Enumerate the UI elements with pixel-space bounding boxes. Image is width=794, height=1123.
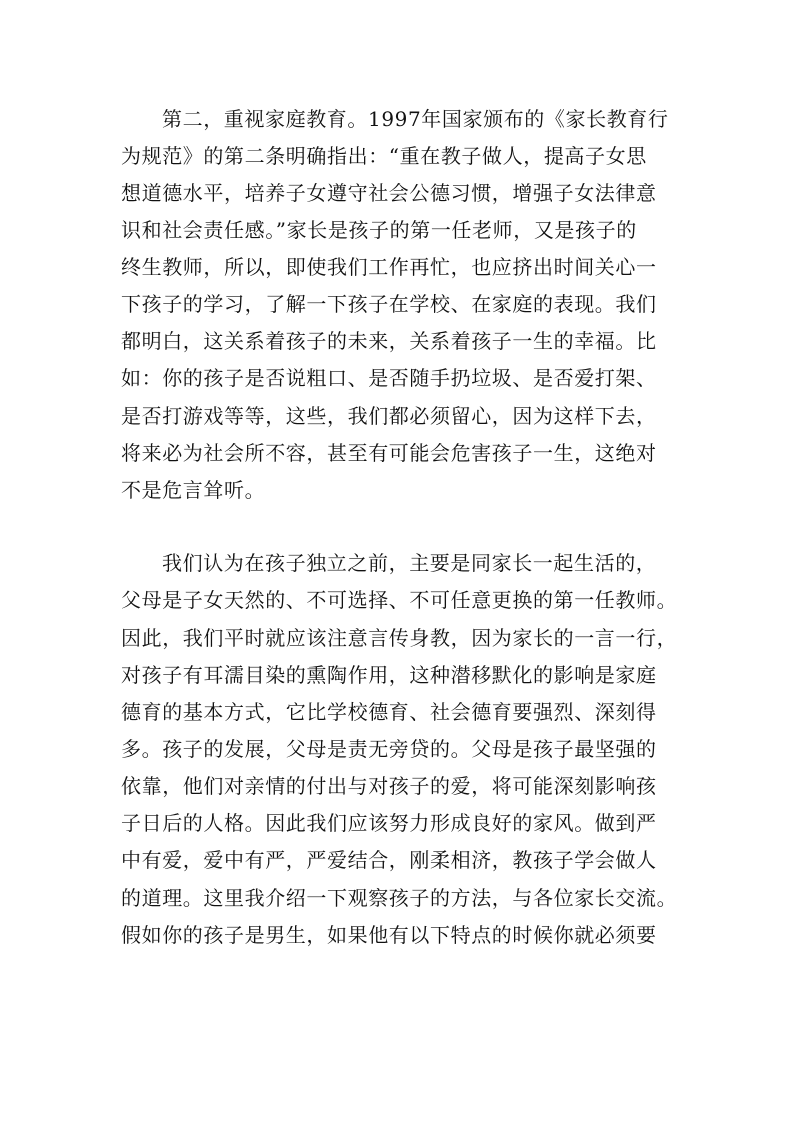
text-line: 假如你的孩子是男生，如果他有以下特点的时候你就必须要 bbox=[121, 923, 657, 947]
text-line: 多。孩子的发展，父母是责无旁贷的。父母是孩子最坚强的 bbox=[121, 737, 657, 761]
text-line: 是否打游戏等等，这些，我们都必须留心，因为这样下去， bbox=[121, 404, 657, 428]
text-line: 子日后的人格。因此我们应该努力形成良好的家风。做到严 bbox=[121, 811, 657, 835]
text-line: 将来必为社会所不容，甚至有可能会危害孩子一生，这绝对 bbox=[121, 441, 657, 465]
text-line: 不是危言耸听。 bbox=[121, 478, 266, 502]
text-line: 德育的基本方式，它比学校德育、社会德育要强烈、深刻得 bbox=[121, 700, 657, 724]
text-line: 中有爱，爱中有严，严爱结合，刚柔相济，教孩子学会做人 bbox=[121, 848, 657, 872]
text-line: 如：你的孩子是否说粗口、是否随手扔垃圾、是否爱打架、 bbox=[121, 366, 657, 390]
text-line: 因此，我们平时就应该注意言传身教，因为家长的一言一行， bbox=[121, 626, 678, 650]
text-line: 都明白，这关系着孩子的未来，关系着孩子一生的幸福。比 bbox=[121, 329, 657, 353]
text-line: 对孩子有耳濡目染的熏陶作用，这种潜移默化的影响是家庭 bbox=[121, 663, 657, 687]
text-line: 父母是子女天然的、不可选择、不可任意更换的第一任教师。 bbox=[121, 588, 678, 612]
text-line: 我们认为在孩子独立之前，主要是同家长一起生活的， bbox=[162, 551, 657, 575]
text-line: 第二，重视家庭教育。1997年国家颁布的《家长教育行 bbox=[162, 107, 669, 131]
text-line: 识和社会责任感。”家长是孩子的第一任老师，又是孩子的 bbox=[121, 218, 637, 242]
text-line: 想道德水平，培养子女遵守社会公德习惯，增强子女法律意 bbox=[121, 181, 657, 205]
text-line: 下孩子的学习，了解一下孩子在学校、在家庭的表现。我们 bbox=[121, 292, 657, 316]
text-line: 为规范》的第二条明确指出：“重在教子做人，提高子女思 bbox=[121, 144, 647, 168]
text-line: 的道理。这里我介绍一下观察孩子的方法，与各位家长交流。 bbox=[121, 886, 678, 910]
text-line: 终生教师，所以，即使我们工作再忙，也应挤出时间关心一 bbox=[121, 255, 657, 279]
text-line: 依靠，他们对亲情的付出与对孩子的爱，将可能深刻影响孩 bbox=[121, 774, 657, 798]
